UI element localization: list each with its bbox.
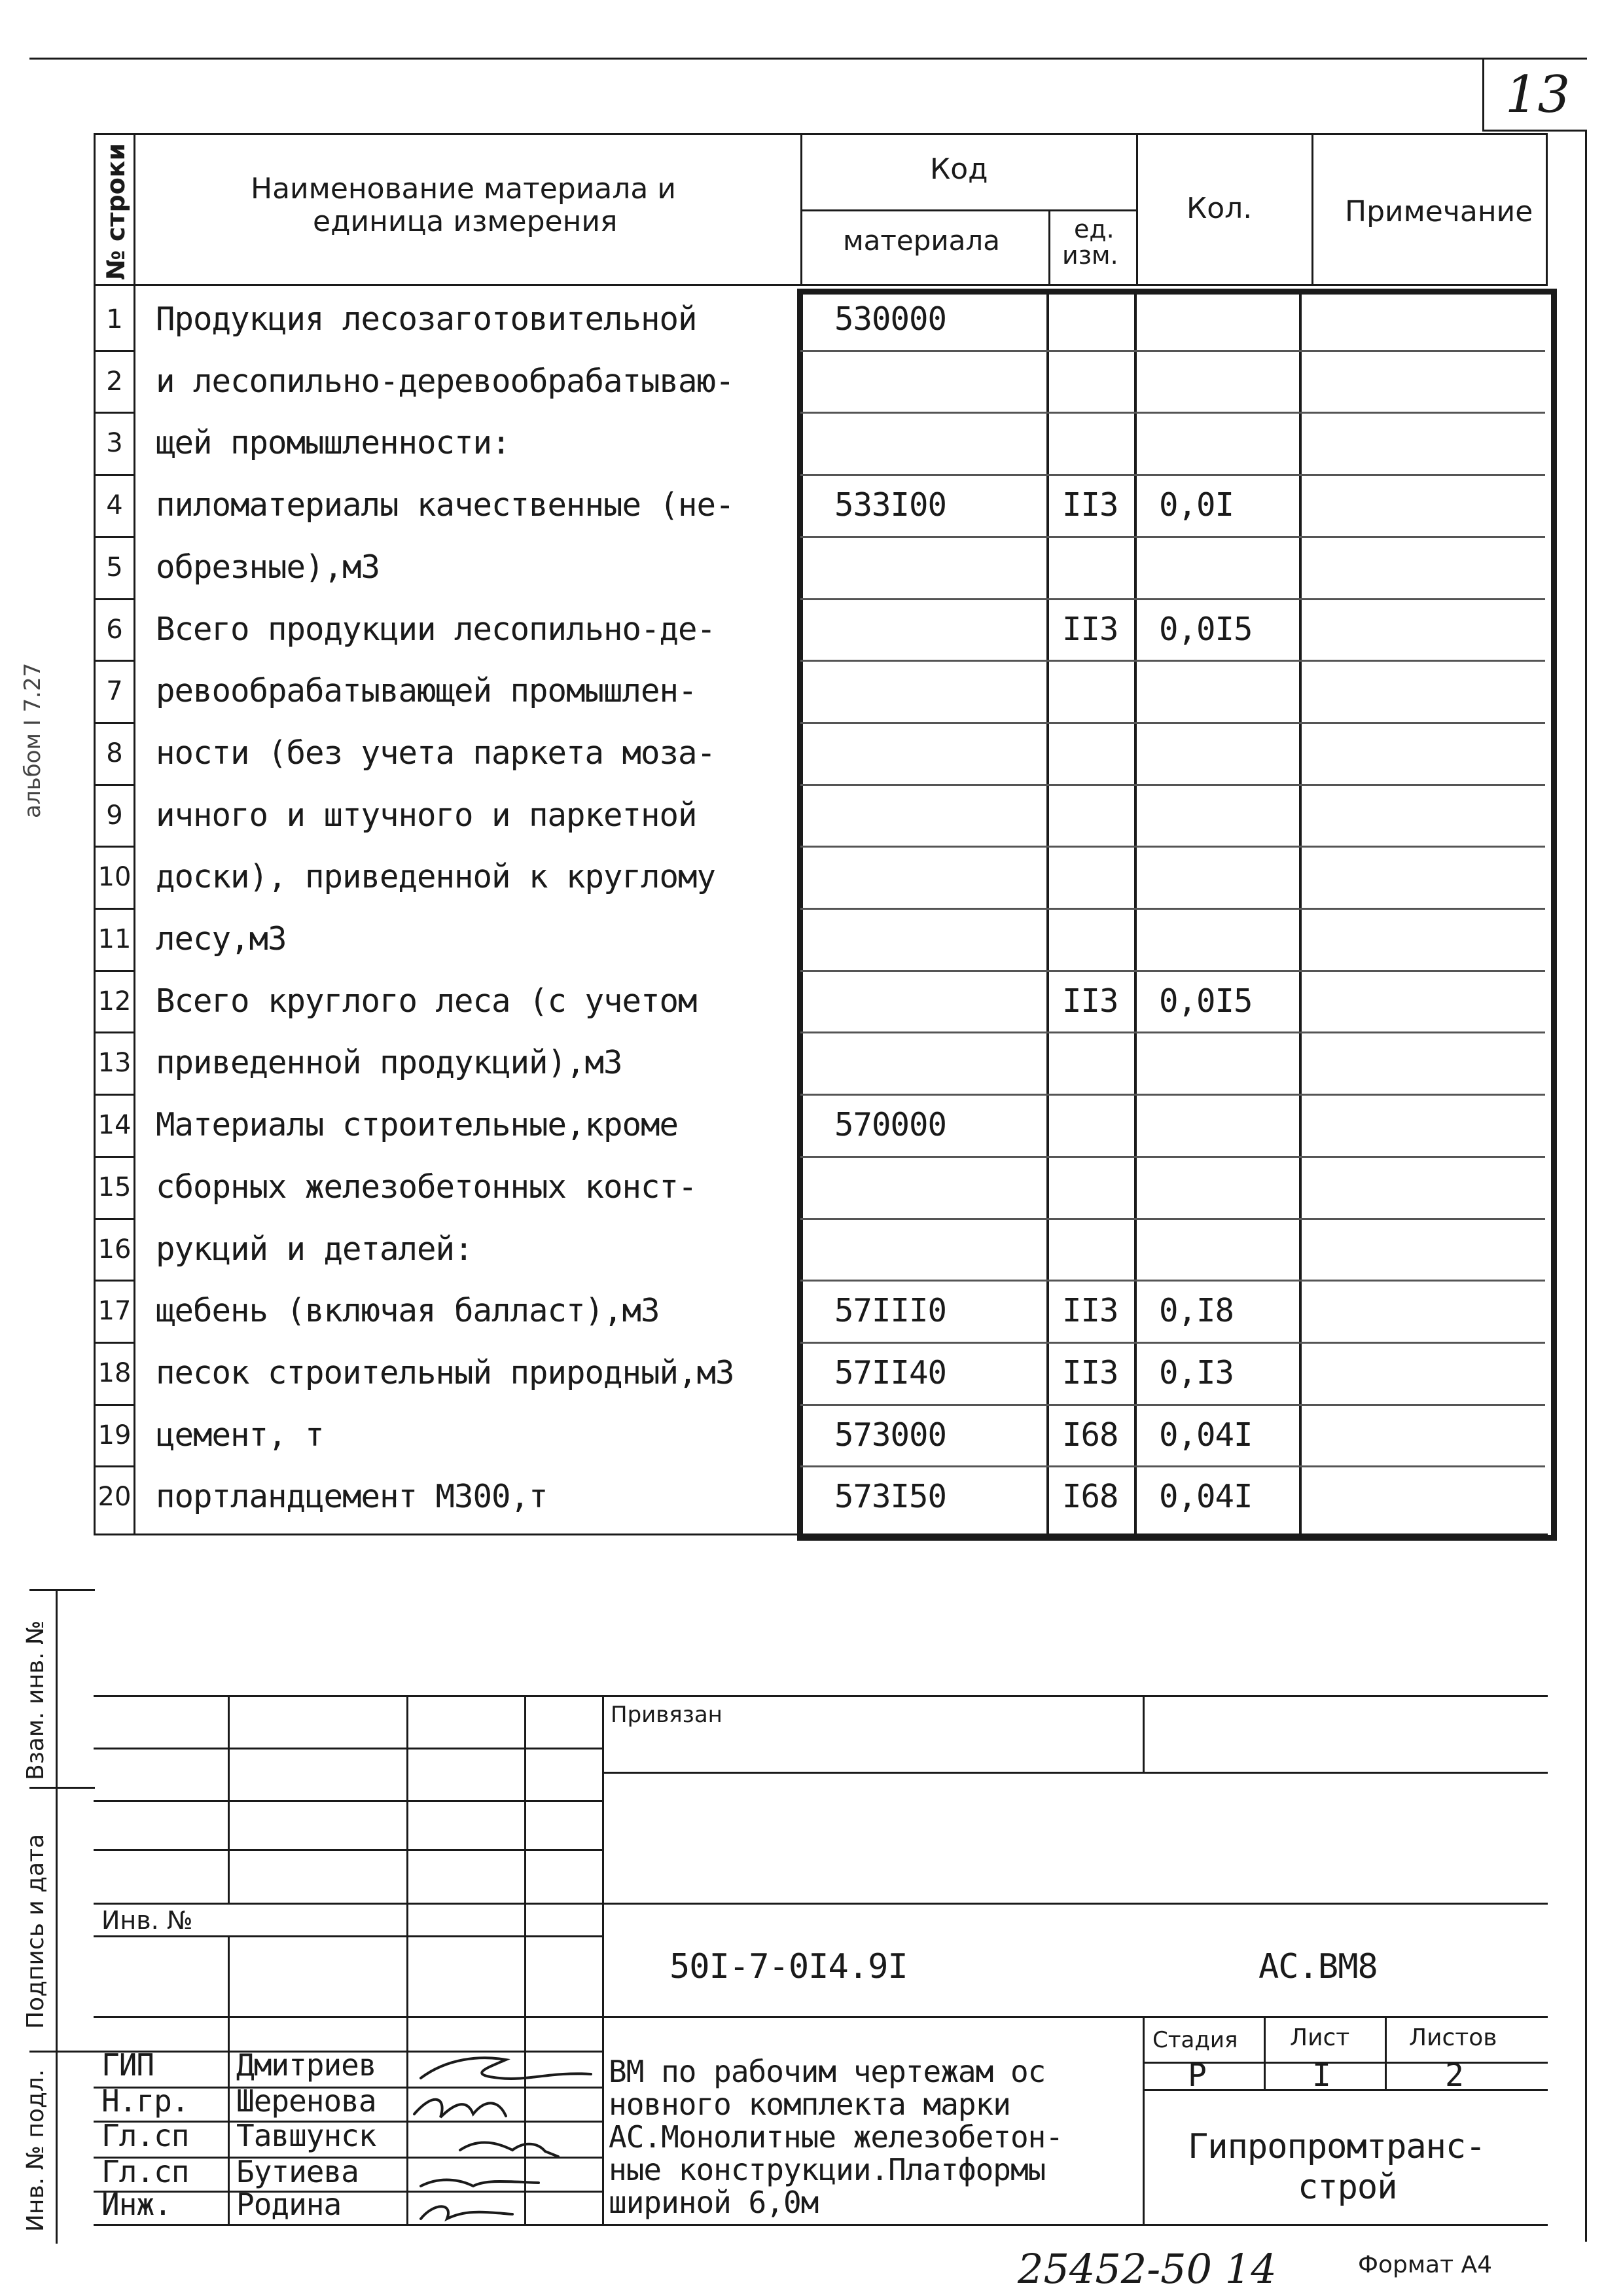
row-number: 10 (98, 862, 132, 893)
page-number: 13 (1505, 65, 1571, 124)
document-mark: АС.ВМ8 (1258, 1947, 1378, 1986)
signatory-role: Гл.сп (101, 2118, 189, 2153)
row-number: 9 (106, 800, 123, 831)
quantity: 0,04I (1159, 1416, 1253, 1454)
row-number: 15 (98, 1172, 132, 1202)
privyazan-label: Привязан (611, 1702, 722, 1728)
name-header-line1: Наименование материала и (251, 172, 676, 206)
material-name: сборных железобетонных конст- (156, 1168, 697, 1206)
material-name: щебень (включая балласт),м3 (156, 1292, 660, 1330)
material-name: пиломатериалы качественные (не- (156, 486, 734, 524)
signature-marks (408, 2052, 604, 2229)
drawing-title-line: новного комплекта марки (609, 2087, 1010, 2122)
material-name: Всего продукции лесопильно-де- (156, 610, 716, 648)
unit-code: I68 (1062, 1478, 1118, 1516)
signatory-role: Инж. (101, 2187, 171, 2222)
organization-line2: строй (1298, 2168, 1397, 2207)
material-name: ичного и штучного и паркетной (156, 796, 697, 834)
inv-no-label: Инв. № (101, 1906, 193, 1935)
qty-header: Кол. (1186, 192, 1253, 225)
material-name: Материалы строительные,кроме (156, 1106, 679, 1144)
row-number: 3 (106, 428, 123, 459)
unit-header-line2: изм. (1062, 241, 1118, 270)
note-header: Примечание (1345, 195, 1533, 228)
material-name: рукций и деталей: (156, 1230, 473, 1268)
page-number-box-bottom (1482, 130, 1587, 132)
row-number: 14 (98, 1110, 132, 1141)
material-name: Продукция лесозаготовительной (156, 300, 697, 338)
signatory-name: Дмитриев (236, 2047, 376, 2083)
material-code: 573I50 (834, 1478, 947, 1516)
row-number: 19 (98, 1420, 132, 1450)
unit-code: II3 (1062, 486, 1118, 524)
unit-code: II3 (1062, 1354, 1118, 1391)
handwritten-number: 25452-50 14 (1018, 2245, 1277, 2293)
row-number: 7 (106, 676, 123, 707)
material-name: щей промышленности: (156, 424, 510, 462)
sheets-value: 2 (1445, 2057, 1463, 2094)
row-number-header: № строки (101, 143, 130, 280)
material-name: лесу,м3 (156, 920, 287, 958)
signatory-role: Н.гр. (101, 2083, 189, 2119)
signatory-name: Родина (236, 2187, 342, 2222)
material-code: 570000 (834, 1106, 947, 1144)
material-name: портландцемент М300,т (156, 1478, 548, 1516)
top-border (29, 58, 1587, 60)
signature-date-label: Подпись и дата (22, 1833, 49, 2029)
quantity: 0,I3 (1159, 1354, 1234, 1391)
page-number-box-left (1482, 58, 1484, 131)
quantity: 0,0I5 (1159, 982, 1253, 1020)
sheets-label: Листов (1409, 2024, 1497, 2051)
material-name: Всего круглого леса (с учетом (156, 982, 697, 1020)
material-name: обрезные),м3 (156, 548, 380, 586)
document-code: 50I-7-0I4.9I (669, 1947, 908, 1986)
unit-code: II3 (1062, 610, 1118, 648)
material-name: приведенной продукций),м3 (156, 1044, 622, 1082)
drawing-title-line: АС.Монолитные железобетон- (609, 2119, 1063, 2155)
row-number: 13 (98, 1048, 132, 1079)
signatory-role: ГИП (101, 2047, 154, 2083)
material-name: и лесопильно-деревообрабатываю- (156, 362, 734, 400)
materials-table (94, 133, 1548, 1535)
material-code: 57II40 (834, 1354, 947, 1391)
row-number: 5 (106, 552, 123, 583)
row-number: 18 (98, 1357, 132, 1388)
signatory-name: Тавшунск (236, 2118, 376, 2153)
material-name: ревообрабатывающей промышлен- (156, 672, 697, 710)
material-name: песок строительный природный,м3 (156, 1354, 734, 1391)
row-number: 11 (98, 924, 132, 954)
name-header-line2: единица измерения (313, 205, 618, 238)
drawing-title-line: ВМ по рабочим чертежам ос (609, 2054, 1046, 2089)
quantity: 0,0I5 (1159, 610, 1253, 648)
stage-value: Р (1188, 2057, 1206, 2094)
row-number: 1 (106, 304, 123, 334)
row-number: 4 (106, 490, 123, 521)
drawing-title-line: шириной 6,0м (609, 2185, 819, 2220)
sheet-value: I (1312, 2057, 1330, 2094)
row-number: 2 (106, 366, 123, 397)
row-number: 20 (98, 1482, 132, 1513)
sheet-label: Лист (1290, 2024, 1350, 2051)
material-code: 573000 (834, 1416, 947, 1454)
unit-code: II3 (1062, 1292, 1118, 1330)
unit-code: II3 (1062, 982, 1118, 1020)
unit-code: I68 (1062, 1416, 1118, 1454)
material-code: 57III0 (834, 1292, 947, 1330)
material-name: ности (без учета паркета моза- (156, 734, 716, 772)
material-code: 533I00 (834, 486, 947, 524)
stage-label: Стадия (1152, 2027, 1238, 2053)
material-name: цемент, т (156, 1416, 324, 1454)
row-number: 12 (98, 986, 132, 1016)
vzam-inv-label: Взам. инв. № (22, 1620, 49, 1780)
unit-header-line1: ед. (1074, 215, 1115, 243)
format-label: Формат А4 (1358, 2251, 1493, 2278)
row-number: 6 (106, 614, 123, 645)
title-block (94, 1695, 1548, 2245)
quantity: 0,0I (1159, 486, 1234, 524)
quantity: 0,I8 (1159, 1292, 1234, 1330)
signatory-name: Шеренова (236, 2083, 376, 2119)
organization-line1: Гипропромтранс- (1188, 2127, 1486, 2166)
signatory-role: Гл.сп (101, 2154, 189, 2189)
material-code: 530000 (834, 300, 947, 338)
row-number: 17 (98, 1296, 132, 1327)
material-name: доски), приведенной к круглому (156, 858, 716, 896)
signatory-name: Бутиева (236, 2154, 359, 2189)
material-header: материала (843, 224, 1001, 257)
drawing-title-line: ные конструкции.Платформы (609, 2152, 1046, 2187)
right-border (1585, 131, 1587, 2242)
row-number: 8 (106, 738, 123, 768)
album-label: альбом I 7.27 (20, 662, 46, 818)
row-number: 16 (98, 1234, 132, 1265)
quantity: 0,04I (1159, 1478, 1253, 1516)
inv-podl-label: Инв. № подл. (22, 2069, 49, 2232)
code-header: Код (930, 152, 988, 186)
